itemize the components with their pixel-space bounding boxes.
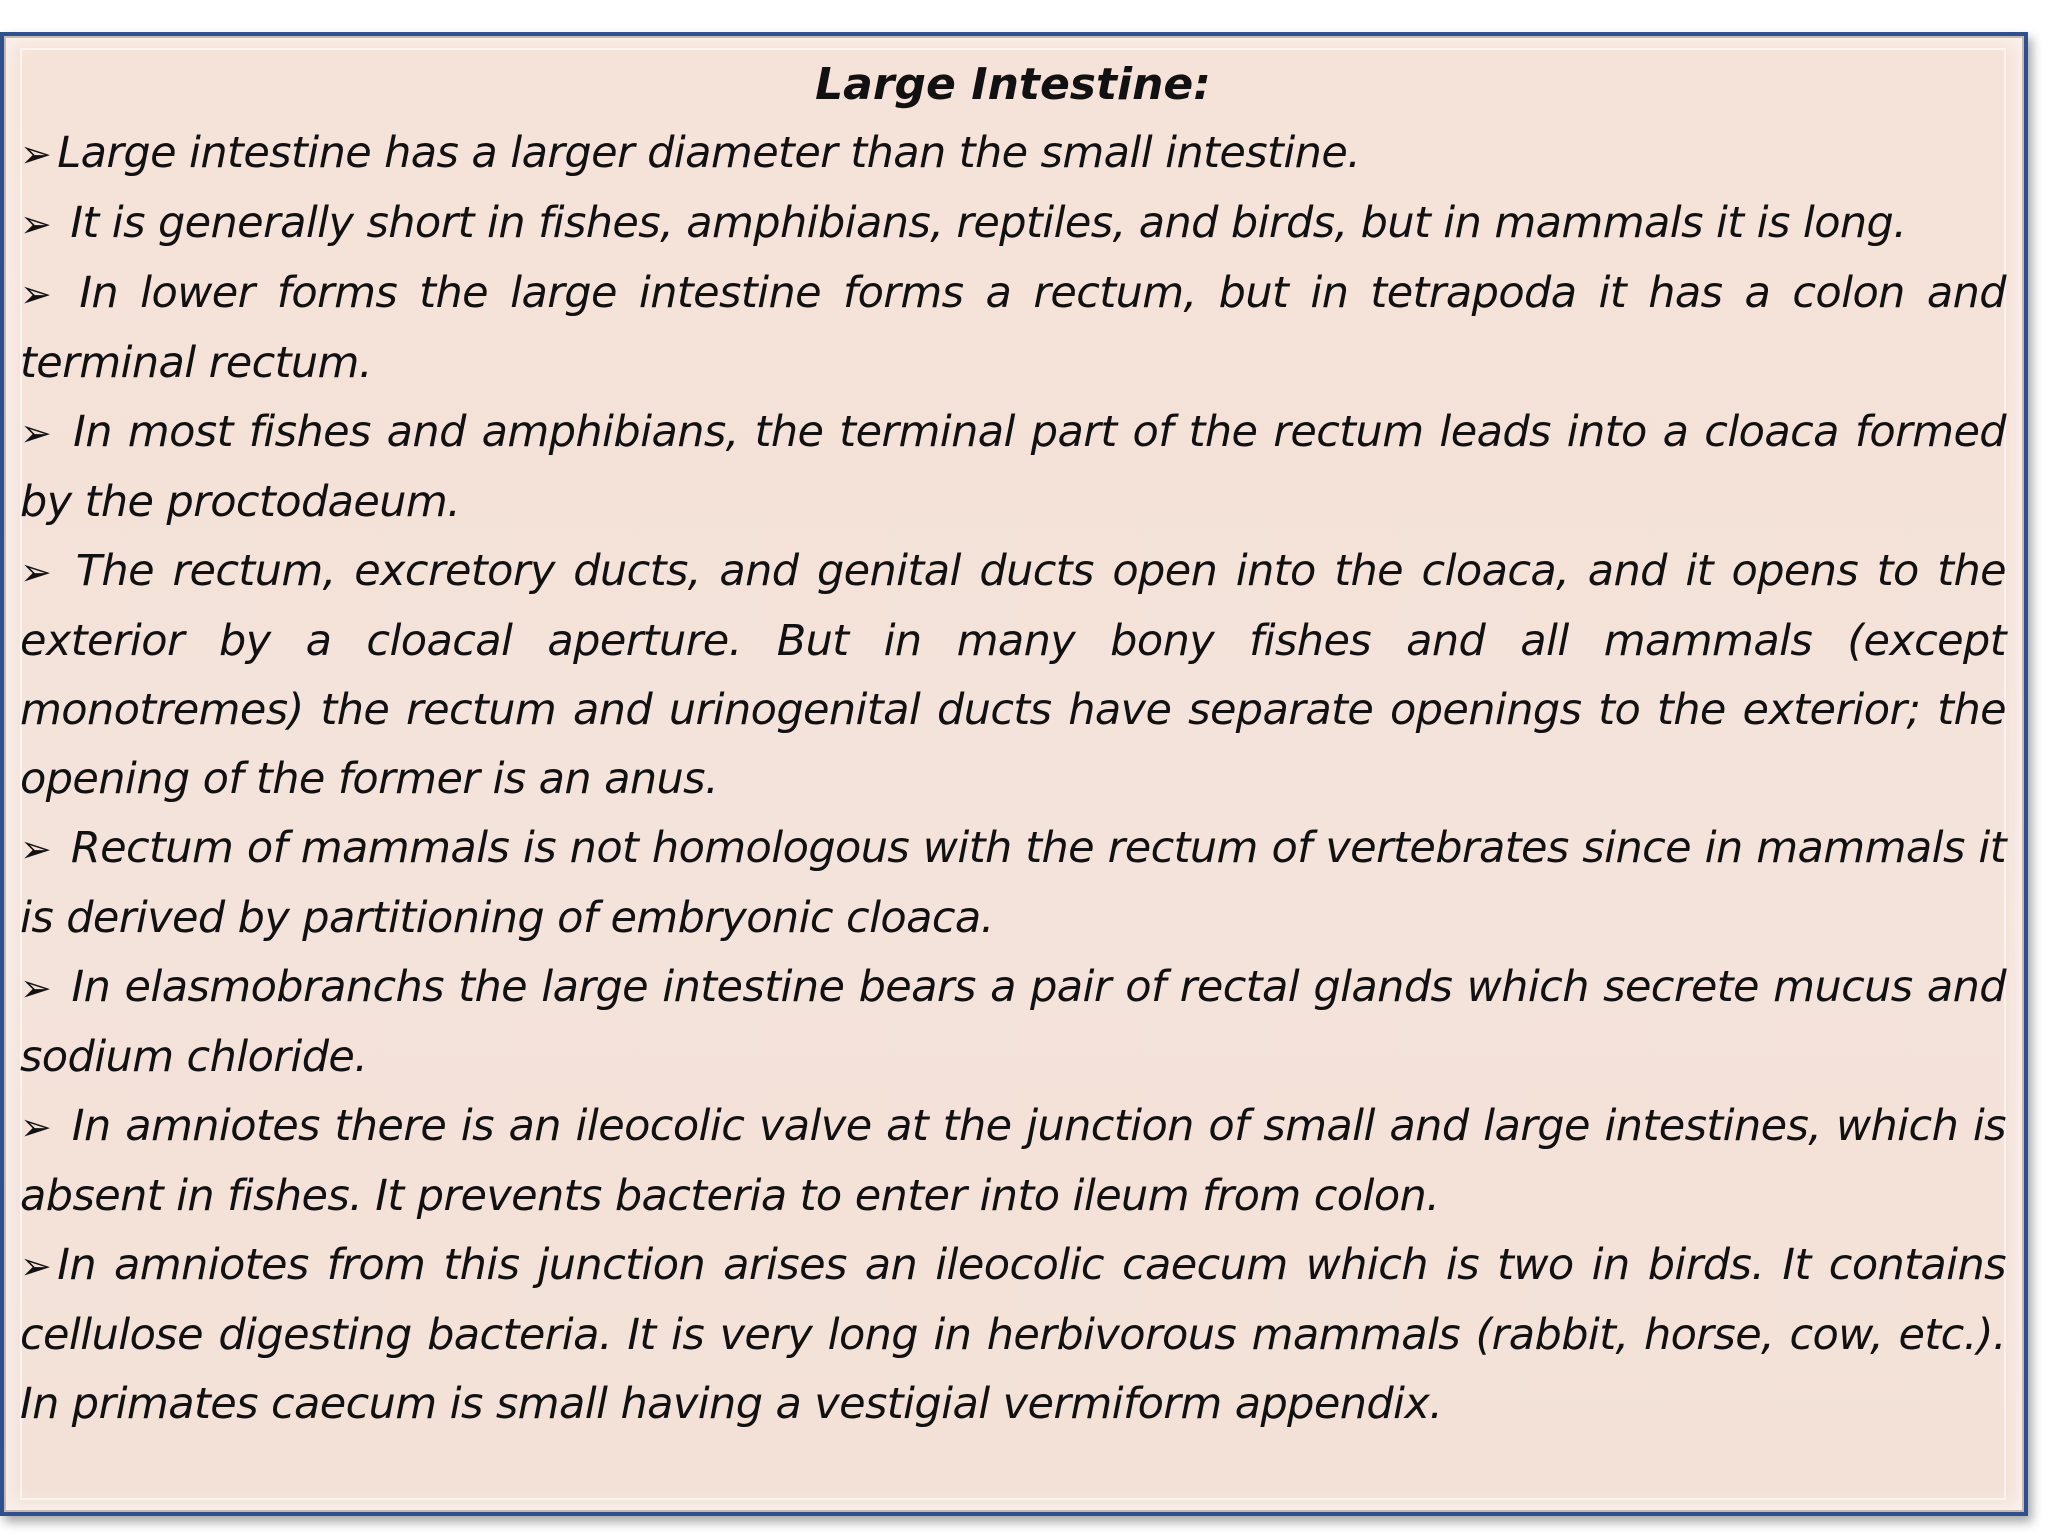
arrow-bullet-icon: ➢ (20, 411, 52, 455)
bullet-text: In amniotes from this junction arises an ileocolic caecum which is two in birds. It contains cellulose digesting bacteria. It is very long in herbivorous mammals (rabbit, horse, cow, etc.). In primates caecum is small having a vestigial vermiform appendix. (20, 1240, 2006, 1429)
bullet-paragraph (20, 1231, 2006, 1439)
slide-title: Large Intestine: (815, 59, 1211, 110)
bullet-paragraph (20, 1092, 2006, 1231)
bullet-text: The rectum, excretory ducts, and genital ducts open into the cloaca, and it opens to the exterior by a cloacal aperture. But in many bony fishes and all mammals (except monotremes) the rectum and urinogenital ducts have separate openings to the exterior; the opening of the former is an anus. (20, 546, 2006, 804)
bullet-text: In amniotes there is an ileocolic valve at the junction of small and large intestines, which is absent in fishes. It prevents bacteria to enter into ileum from colon. (20, 1101, 2006, 1221)
bullet-text: Rectum of mammals is not homologous with the rectum of vertebrates since in mammals it is derived by partitioning of embryonic cloaca. (20, 823, 2006, 943)
bullet-paragraph (20, 398, 2006, 537)
bullet-paragraph (20, 953, 2006, 1092)
arrow-bullet-icon: ➢ (20, 202, 52, 246)
bullet-paragraph (20, 119, 2006, 189)
arrow-bullet-icon: ➢ (20, 550, 52, 594)
bullet-text: It is generally short in fishes, amphibians, reptiles, and birds, but in mammals it is long. (57, 198, 1907, 248)
bullet-paragraph (20, 814, 2006, 953)
bullet-paragraph (20, 537, 2006, 814)
arrow-bullet-icon: ➢ (20, 827, 52, 871)
bullet-paragraph (20, 259, 2006, 398)
bullet-text: In most fishes and amphibians, the terminal part of the rectum leads into a cloaca formed by the proctodaeum. (20, 407, 2006, 527)
bullet-paragraph (20, 189, 2006, 259)
arrow-bullet-icon: ➢ (20, 1244, 52, 1288)
arrow-bullet-icon: ➢ (20, 272, 52, 316)
slide-content (20, 50, 2006, 1439)
bullet-text: In elasmobranchs the large intestine bears a pair of rectal glands which secrete mucus and sodium chloride. (20, 962, 2006, 1082)
arrow-bullet-icon: ➢ (20, 966, 52, 1010)
arrow-bullet-icon: ➢ (20, 132, 52, 176)
bullet-text: Large intestine has a larger diameter than the small intestine. (57, 128, 1361, 178)
arrow-bullet-icon: ➢ (20, 1105, 52, 1149)
bullet-text: In lower forms the large intestine forms a rectum, but in tetrapoda it has a colon and terminal rectum. (20, 268, 2006, 388)
